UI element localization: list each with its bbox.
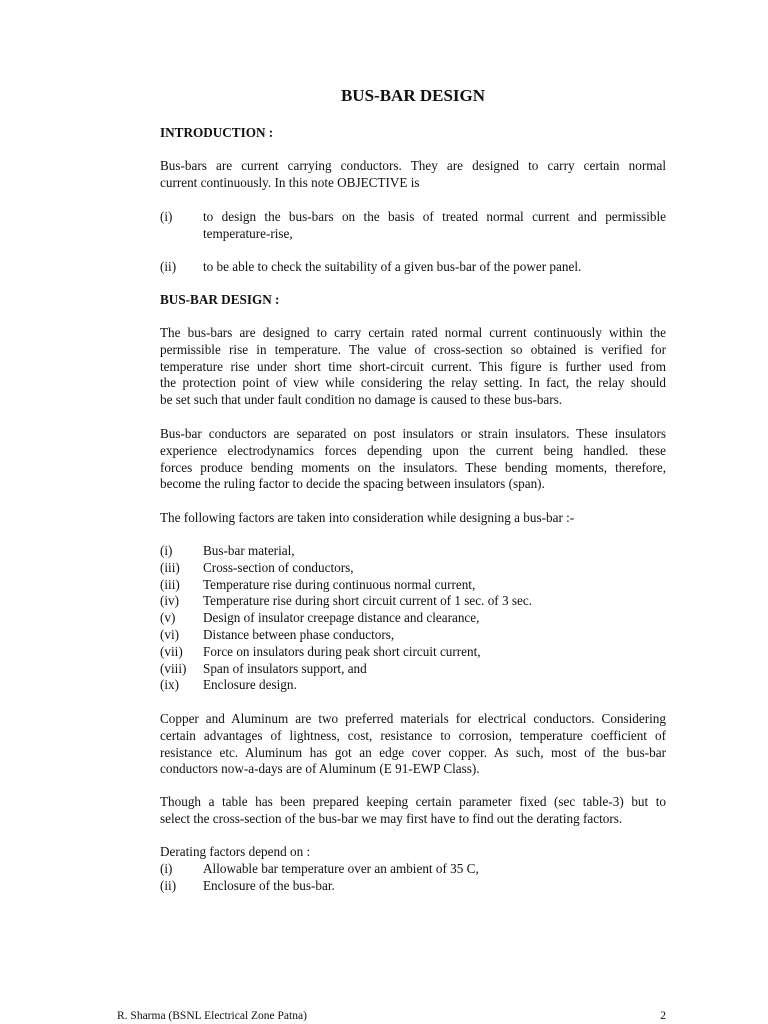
list-item bbox=[160, 878, 666, 895]
text-line: Though a table has been prepared keeping certain parameter fixed (sec table-3) but to bbox=[160, 794, 666, 809]
derating-intro bbox=[160, 844, 666, 861]
derating-list bbox=[160, 861, 666, 895]
design-paragraph-2 bbox=[160, 426, 666, 493]
list-text: Temperature rise during continuous normal current, bbox=[203, 576, 476, 592]
list-item bbox=[160, 644, 666, 661]
text-line: The following factors are taken into consideration while designing a bus-bar :- bbox=[160, 510, 575, 525]
text-line: current continuously. In this note OBJECTIVE is bbox=[160, 174, 420, 190]
footer-page-number: 2 bbox=[660, 1010, 666, 1022]
text-line: resistance etc. Aluminum has got an edge cover copper. As such, most of the bus-bar bbox=[160, 744, 666, 760]
text-line: be set such that under fault condition no damage is caused to these bus-bars. bbox=[160, 392, 563, 408]
list-number: (i) bbox=[160, 543, 173, 558]
text-line: to design the bus-bars on the basis of treated normal current and permissible bbox=[203, 209, 666, 224]
text-line: to be able to check the suitability of a given bus-bar of the power panel. bbox=[203, 259, 582, 274]
text-line: Derating factors depend on : bbox=[160, 844, 311, 859]
text-line: conductors now-a-days are of Aluminum (E 91-EWP Class). bbox=[160, 761, 480, 777]
list-text: Enclosure design. bbox=[203, 677, 297, 693]
text-line: become the ruling factor to decide the spacing between insulators (span). bbox=[160, 476, 545, 492]
materials-paragraph bbox=[160, 711, 666, 778]
list-number: (viii) bbox=[160, 660, 187, 676]
list-number: (i) bbox=[160, 209, 173, 224]
text-line: temperature rise under short time short-circuit current. This figure is further used from bbox=[160, 358, 666, 374]
list-number: (ii) bbox=[160, 877, 177, 893]
page-title: BUS-BAR DESIGN bbox=[340, 86, 486, 105]
list-item bbox=[160, 543, 666, 560]
list-number: (vii) bbox=[160, 643, 183, 659]
intro-heading: INTRODUCTION : bbox=[160, 125, 274, 140]
list-item bbox=[160, 861, 666, 878]
factors-list bbox=[160, 543, 666, 694]
text-line: The bus-bars are designed to carry certain rated normal current continuously within the bbox=[160, 325, 666, 340]
text-line: forces produce bending moments on the insulators. These bending moments, therefore, bbox=[160, 459, 666, 475]
list-number: (iv) bbox=[160, 593, 180, 609]
list-text: Temperature rise during short circuit current of 1 sec. of 3 sec. bbox=[203, 593, 533, 609]
text-line: Copper and Aluminum are two preferred materials for electrical conductors. Considering bbox=[160, 711, 666, 726]
text-line: experience electrodynamics forces depending upon the current being handled. these bbox=[160, 442, 666, 458]
list-text: Design of insulator creepage distance and clearance, bbox=[203, 610, 480, 626]
text-line: select the cross-section of the bus-bar we may first have to find out the derating factors. bbox=[160, 810, 623, 826]
list-number: (vi) bbox=[160, 626, 180, 642]
list-text: Span of insulators support, and bbox=[203, 660, 367, 676]
list-text: Allowable bar temperature over an ambient of 35 C, bbox=[203, 861, 479, 876]
text-line: Bus-bars are current carrying conductors. They are designed to carry certain normal bbox=[160, 158, 666, 173]
list-number: (ii) bbox=[160, 259, 177, 274]
list-text: Cross-section of conductors, bbox=[203, 559, 354, 575]
list-item bbox=[160, 560, 666, 577]
list-text: Distance between phase conductors, bbox=[203, 626, 395, 642]
list-item bbox=[160, 677, 666, 694]
list-number: (iii) bbox=[160, 559, 180, 575]
design-paragraph-1 bbox=[160, 325, 666, 409]
design-heading: BUS-BAR DESIGN : bbox=[160, 292, 280, 307]
list-text: Enclosure of the bus-bar. bbox=[203, 877, 335, 893]
list-text: Force on insulators during peak short circuit current, bbox=[203, 643, 481, 659]
list-item bbox=[160, 661, 666, 678]
list-item bbox=[160, 577, 666, 594]
intro-paragraph bbox=[160, 158, 666, 192]
list-text: Bus-bar material, bbox=[203, 543, 295, 558]
table-paragraph bbox=[160, 794, 666, 828]
list-number: (iii) bbox=[160, 576, 180, 592]
text-line: permissible rise in temperature. The value of cross-section so obtained is verified for bbox=[160, 341, 666, 357]
factors-intro bbox=[160, 510, 666, 527]
text-line: the protection point of view while considering the relay setting. In fact, the relay should bbox=[160, 375, 666, 391]
list-item bbox=[160, 610, 666, 627]
text-line: temperature-rise, bbox=[203, 225, 293, 241]
list-item bbox=[160, 593, 666, 610]
text-line: Bus-bar conductors are separated on post insulators or strain insulators. These insulators bbox=[160, 426, 666, 441]
footer-author: R. Sharma (BSNL Electrical Zone Patna) bbox=[117, 1010, 307, 1022]
list-number: (v) bbox=[160, 610, 176, 626]
text-line: certain advantages of lightness, cost, resistance to corrosion, temperature coefficient of bbox=[160, 727, 666, 743]
list-item bbox=[160, 627, 666, 644]
list-number: (ix) bbox=[160, 677, 180, 693]
list-number: (i) bbox=[160, 861, 173, 876]
